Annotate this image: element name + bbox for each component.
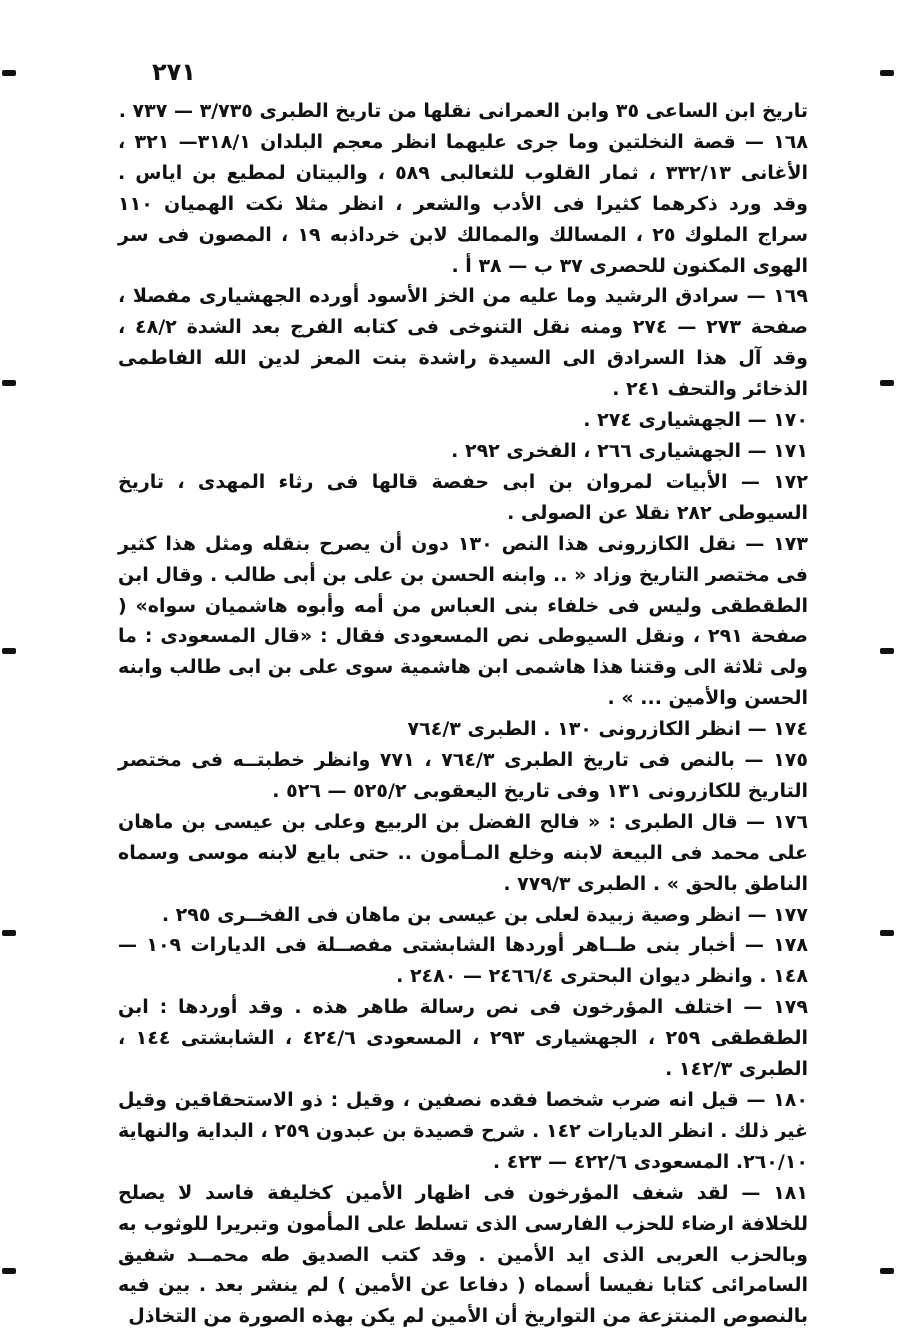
note-178: ١٧٨ — أخبار بنى طــاهر أوردها الشابشتى مفصــلة فى الديارات ١٠٩ — ١٤٨ . وانظر ديوان البحترى ٢٤٦٦/٤ — ٢٤٨٠ .	[118, 934, 808, 988]
note-169: ١٦٩ — سرادق الرشيد وما عليه من الخز الأسود أورده الجهشيارى مفصلا ، صفحة ٢٧٣ — ٢٧٤ ومنه نقل التنوخى فى كتابه الفرج بعد الشدة ٤٨/٢ ، وقد آل هذا السرادق الى السيدة راشدة بنت المعز لدين الله الفاطمى الذخائر والتحف ٢٤١ .	[118, 285, 808, 401]
scan-mark	[880, 380, 894, 386]
footnotes-body	[118, 96, 808, 1332]
note-168: ١٦٨ — قصة النخلتين وما جرى عليهما انظر معجم البلدان ٣١٨/١— ٣٢١ ، الأغانى ٣٣٢/١٣ ، ثمار القلوب للثعالبى ٥٨٩ ، والبيتان لمطيع بن اياس . وقد ورد ذكرهما كثيرا فى الأدب والشعر ، انظر مثلا نكت الهميان ١١٠ سراج الملوك ٢٥ ، المسالك والممالك لابن خرداذبه ١٩ ، المصون فى سر الهوى المكنون للحصرى ٣٧ ب — ٣٨ أ .	[118, 130, 809, 277]
scan-mark	[880, 1268, 894, 1274]
note-171: ١٧١ — الجهشيارى ٢٦٦ ، الفخرى ٢٩٢ .	[451, 439, 808, 462]
note-173: ١٧٣ — نقل الكازرونى هذا النص ١٣٠ دون أن يصرح بنقله ومثل هذا كثير فى مختصر التاريخ وزاد « .. وابنه الحسن بن على بن أبى طالب . وقال ابن الطقطقى وليس فى خلفاء بنى العباس من أمه وأبوه هاشميان سواه» ( صفحة ٢٩١ ، ونقل السيوطى نص المسعودى فقال : «قال المسعودى : ما ولى ثلاثة الى وقتنا هذا هاشمى ابن هاشمية سوى على بن ابى طالب وابنه الحسن والأمين ... » .	[118, 532, 808, 710]
note-174: ١٧٤ — انظر الكازرونى ١٣٠ . الطبرى ٧٦٤/٣	[407, 718, 808, 741]
note-180: ١٨٠ — قيل انه ضرب شخصا فقده نصفين ، وقيل : ذو الاستحقاقين وقيل غير ذلك . انظر الديارات ١٤٢ . شرح قصيدة بن عبدون ٢٥٩ ، البداية والنهاية ٢٦٠/١٠. المسعودى ٤٢٢/٦ — ٤٢٣ .	[118, 1089, 809, 1173]
note-177: ١٧٧ — انظر وصية زبيدة لعلى بن عيسى بن ماهان فى الفخــرى ٢٩٥ .	[161, 903, 808, 926]
note-175: ١٧٥ — بالنص فى تاريخ الطبرى ٧٦٤/٣ ، ٧٧١ وانظر خطبتــه فى مختصر التاريخ للكازرونى ١٣١ وفى تاريخ اليعقوبى ٥٢٥/٢ — ٥٢٦ .	[118, 749, 808, 802]
paragraph-continuation: تاريخ ابن الساعى ٣٥ وابن العمرانى نقلها من تاريخ الطبرى ٣/٧٣٥ — ٧٣٧ .	[118, 100, 808, 122]
note-170: ١٧٠ — الجهشيارى ٢٧٤ .	[583, 409, 808, 432]
scan-mark	[2, 380, 16, 386]
note-181: ١٨١ — لقد شغف المؤرخون فى اظهار الأمين كخليفة فاسد لا يصلح للخلافة ارضاء للحزب الفارسى الذى تسلط على المأمون وتبريرا للوثوب به وبالحزب العربى الذى ايد الأمين . وقد كتب الصديق طه محمــد شفيق السامرائى كتابا نفيسا أسماه ( دفاعا عن الأمين ) لم ينشر بعد . بين فيه بالنصوص المنتزعة من التواريخ أن الأمين لم يكن بهذه الصورة من التخاذل	[118, 1181, 808, 1328]
scan-mark	[2, 648, 16, 654]
scan-mark	[2, 70, 16, 76]
scan-mark	[2, 1268, 16, 1274]
scan-mark	[880, 70, 894, 76]
scan-mark	[880, 930, 894, 936]
note-172: ١٧٢ — الأبيات لمروان بن ابى حفصة قالها فى رثاء المهدى ، تاريخ السيوطى ٢٨٢ نقلا عن الصولى .	[118, 470, 808, 524]
scan-mark	[880, 648, 894, 654]
note-179: ١٧٩ — اختلف المؤرخون فى نص رسالة طاهر هذه . وقد أوردها : ابن الطقطقى ٢٥٩ ، الجهشيارى ٢٩٣ ، المسعودى ٤٢٤/٦ ، الشابشتى ١٤٤ ، الطبرى ١٤٢/٣ .	[118, 996, 808, 1081]
page-number: ٢٧١	[152, 58, 196, 86]
scan-mark	[2, 930, 16, 936]
note-176: ١٧٦ — قال الطبرى : « فالح الفضل بن الربيع وعلى بن عيسى بن ماهان على محمد فى البيعة لابنه وخلع المـأمون .. حتى بايع لابنه موسى وسماه الناطق بالحق » . الطبرى ٧٧٩/٣ .	[118, 810, 808, 895]
